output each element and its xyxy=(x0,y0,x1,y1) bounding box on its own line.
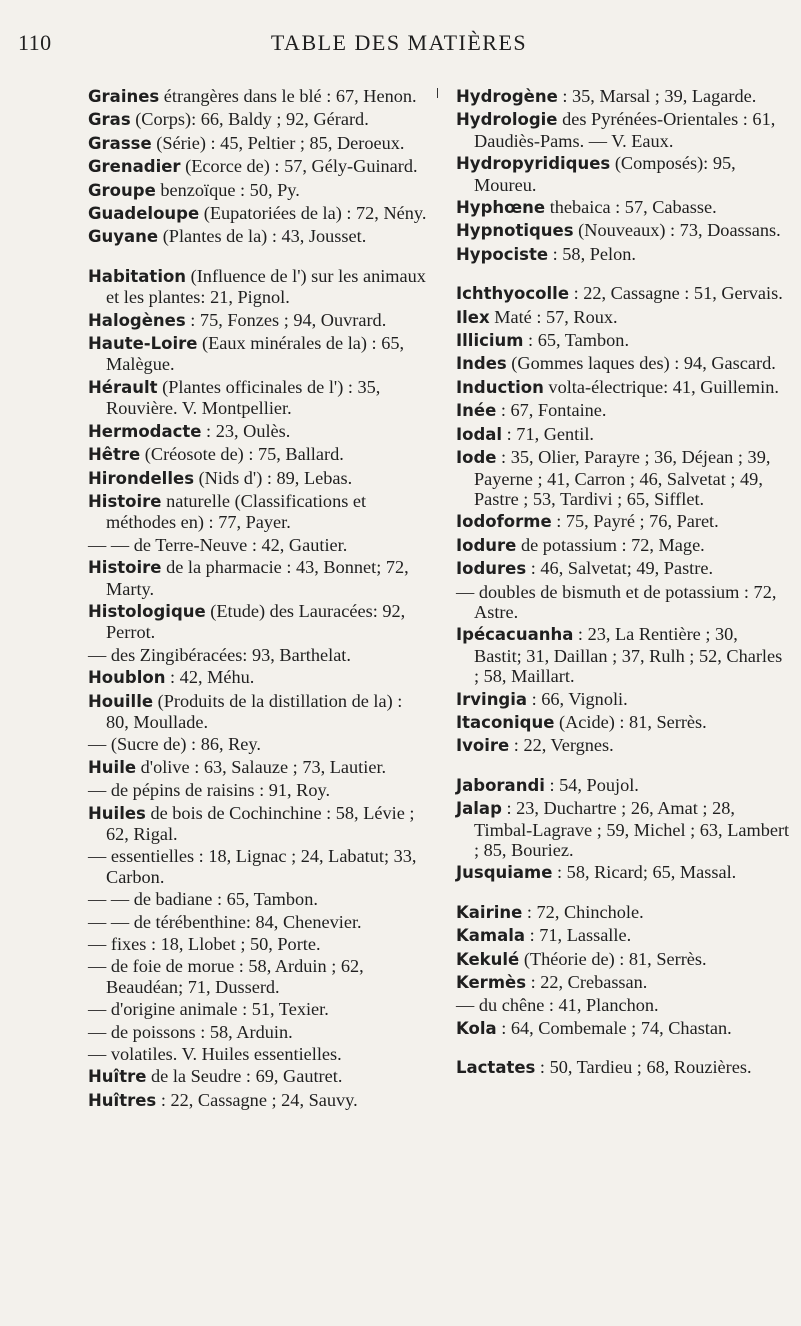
entry-keyword: Habitation xyxy=(88,266,187,286)
index-entry xyxy=(88,956,428,997)
index-entry xyxy=(88,934,428,954)
entry-text: — — de badiane : 65, Tambon. xyxy=(88,889,318,910)
index-entry xyxy=(88,444,428,465)
entry-text: (Plantes de la) : 43, Jousset. xyxy=(158,226,367,247)
entry-keyword: Iodal xyxy=(456,424,503,444)
entry-keyword: Hydrogène xyxy=(456,87,558,106)
index-entry xyxy=(88,156,428,177)
entry-keyword: Histoire xyxy=(88,491,162,511)
index-entry xyxy=(88,468,428,489)
index-entry xyxy=(88,889,428,909)
entry-text: : 71, Lassalle. xyxy=(525,925,632,946)
entry-text: : 64, Combemale ; 74, Chastan. xyxy=(496,1017,732,1038)
index-entry xyxy=(456,775,790,796)
entry-keyword: Jusquiame xyxy=(456,863,553,883)
entry-text: benzoïque : 50, Py. xyxy=(155,179,300,200)
index-entry xyxy=(456,558,790,579)
entry-text: (Eupatoriées de la) : 72, Nény. xyxy=(199,203,427,224)
index-entry xyxy=(456,995,790,1015)
index-entry xyxy=(88,757,428,778)
entry-text: : 54, Poujol. xyxy=(544,774,639,795)
entry-text: de bois de Cochinchine : 58, Lévie ; 62, Rigal. xyxy=(106,802,415,844)
index-entry xyxy=(88,1066,428,1087)
entry-keyword: Indes xyxy=(456,354,507,374)
entry-text: : 22, Cassagne : 51, Gervais. xyxy=(569,283,783,304)
entry-keyword: Haute-Loire xyxy=(88,334,198,354)
index-column-right xyxy=(456,86,790,1081)
entry-text: — (Sucre de) : 86, Rey. xyxy=(88,734,261,755)
entry-text: (Gommes laques des) : 94, Gascard. xyxy=(506,353,776,374)
entry-text: (Corps): 66, Baldy ; 92, Gérard. xyxy=(130,109,369,130)
index-entry xyxy=(456,925,790,946)
entry-text: : 75, Fonzes ; 94, Ouvrard. xyxy=(185,309,387,330)
entry-text: — — de térébenthine: 84, Chenevier. xyxy=(88,911,362,932)
entry-text: — du chêne : 41, Planchon. xyxy=(456,995,659,1016)
index-entry xyxy=(88,803,428,845)
entry-text: (Ecorce de) : 57, Gély-Guinard. xyxy=(180,156,418,177)
entry-text: — d'origine animale : 51, Texier. xyxy=(88,999,329,1020)
index-entry xyxy=(88,557,428,599)
entry-keyword: Iodure xyxy=(456,535,517,555)
entry-text: : 23, Duchartre ; 26, Amat ; 28, Timbal-Lagrave ; 59, Michel ; 63, Lambert ; 85, Bouriez. xyxy=(474,798,790,860)
entry-keyword: Hydropyridiques xyxy=(456,154,611,174)
entry-text: : 35, Marsal ; 39, Lagarde. xyxy=(557,86,757,106)
entry-text: : 71, Gentil. xyxy=(502,423,594,444)
column-divider xyxy=(437,88,438,98)
index-entry xyxy=(456,307,790,328)
entry-text: : 22, Vergnes. xyxy=(509,735,614,756)
entry-keyword: Illicium xyxy=(456,331,524,351)
entry-keyword: Houille xyxy=(88,691,154,711)
entry-text: : 66, Vignoli. xyxy=(527,688,628,709)
index-entry xyxy=(456,377,790,398)
index-entry xyxy=(88,310,428,331)
index-entry xyxy=(88,846,428,887)
index-entry xyxy=(456,197,790,218)
entry-keyword: Hirondelles xyxy=(88,468,195,488)
entry-keyword: Ivoire xyxy=(456,736,510,756)
index-entry xyxy=(456,798,790,860)
entry-text: (Nids d') : 89, Lebas. xyxy=(194,467,353,488)
entry-keyword: Kekulé xyxy=(456,949,520,969)
entry-text: naturelle (Classifications et méthodes en) : 77, Payer. xyxy=(106,490,367,533)
entry-text: — de pépins de raisins : 91, Roy. xyxy=(88,780,331,801)
entry-keyword: Halogènes xyxy=(88,310,186,330)
index-entry xyxy=(88,912,428,932)
index-entry xyxy=(456,862,790,883)
entry-text: (Composés): 95, Moureu. xyxy=(474,153,736,195)
page-header xyxy=(18,30,780,70)
index-entry xyxy=(88,86,428,107)
entry-text: : 22, Crebassan. xyxy=(526,972,648,993)
index-entry xyxy=(456,1018,790,1039)
index-entry xyxy=(88,109,428,130)
entry-text: (Nouveaux) : 73, Doassans. xyxy=(573,220,781,241)
entry-keyword: Ipécacuanha xyxy=(456,625,574,645)
entry-keyword: Hérault xyxy=(88,377,158,397)
entry-keyword: Grasse xyxy=(88,133,152,153)
entry-text: : 58, Ricard; 65, Massal. xyxy=(552,862,737,883)
entry-keyword: Itaconique xyxy=(456,712,555,732)
index-entry xyxy=(456,902,790,923)
index-entry xyxy=(88,645,428,665)
index-entry xyxy=(456,447,790,509)
index-entry xyxy=(456,400,790,421)
index-entry xyxy=(456,153,790,195)
entry-text: : 46, Salvetat; 49, Pastre. xyxy=(526,558,714,579)
entry-keyword: Kola xyxy=(456,1018,497,1038)
entry-text: : 23, La Rentière ; 30, Bastit; 31, Daillan ; 37, Rulh ; 52, Charles ; 58, Maillart. xyxy=(474,624,783,687)
entry-keyword: Hypociste xyxy=(456,244,549,264)
index-entry xyxy=(456,949,790,970)
index-entry xyxy=(456,220,790,241)
entry-text: : 65, Tambon. xyxy=(523,330,630,351)
entry-keyword: Histologique xyxy=(88,601,206,621)
index-entry xyxy=(88,1044,428,1064)
index-entry xyxy=(88,333,428,375)
index-entry xyxy=(456,582,790,623)
entry-keyword: Histoire xyxy=(88,558,162,578)
entry-text: (Eaux minérales de la) : 65, Malègue. xyxy=(106,333,405,375)
entry-text: thebaica : 57, Cabasse. xyxy=(545,197,717,218)
entry-text: (Influence de l') sur les animaux et les plantes: 21, Pignol. xyxy=(106,265,426,308)
entry-keyword: Lactates xyxy=(456,1058,536,1078)
entry-keyword: Huile xyxy=(88,757,137,777)
index-entry xyxy=(456,972,790,993)
index-entry xyxy=(456,283,790,304)
index-entry xyxy=(88,734,428,754)
index-entry xyxy=(88,691,428,733)
index-entry xyxy=(88,1022,428,1042)
entry-text: — de foie de morue : 58, Arduin ; 62, Beaudéan; 71, Dusserd. xyxy=(88,956,364,997)
entry-text: volta-électrique: 41, Guillemin. xyxy=(543,376,779,397)
entry-text: : 42, Méhu. xyxy=(165,667,255,688)
entry-keyword: Hypnotiques xyxy=(456,221,574,241)
entry-keyword: Kamala xyxy=(456,926,526,946)
entry-text: : 72, Chinchole. xyxy=(522,901,644,922)
index-entry xyxy=(456,735,790,756)
entry-text: (Acide) : 81, Serrès. xyxy=(554,711,707,732)
index-entry xyxy=(456,330,790,351)
index-entry xyxy=(456,535,790,556)
entry-text: (Plantes officinales de l') : 35, Rouvière. V. Montpellier. xyxy=(106,376,381,419)
entry-keyword: Groupe xyxy=(88,180,156,200)
index-entry xyxy=(456,424,790,445)
entry-keyword: Iodures xyxy=(456,559,527,579)
entry-text: : 35, Olier, Parayre ; 36, Déjean ; 39, Payerne ; 41, Carron ; 46, Salvetat ; 49, Pastre ; 53, Tardivi ; 65, Sifflet. xyxy=(474,447,771,509)
entry-text: : 22, Cassagne ; 24, Sauvy. xyxy=(156,1089,358,1110)
entry-text: — doubles de bismuth et de potassium : 72, Astre. xyxy=(456,581,777,622)
entry-keyword: Gras xyxy=(88,110,131,130)
entry-keyword: Ichthyocolle xyxy=(456,284,570,304)
entry-keyword: Jaborandi xyxy=(456,775,545,795)
entry-text: : 75, Payré ; 76, Paret. xyxy=(551,511,719,532)
entry-keyword: Houblon xyxy=(88,668,166,688)
entry-keyword: Graines xyxy=(88,87,160,106)
index-entry xyxy=(88,266,428,308)
index-entry xyxy=(456,86,790,107)
entry-text: (Théorie de) : 81, Serrès. xyxy=(519,948,707,969)
entry-text: — de poissons : 58, Arduin. xyxy=(88,1021,293,1042)
entry-keyword: Iodoforme xyxy=(456,512,552,532)
index-entry xyxy=(88,491,428,533)
index-entry xyxy=(88,180,428,201)
entry-keyword: Huîtres xyxy=(88,1090,157,1110)
entry-text: étrangères dans le blé : 67, Henon. xyxy=(159,86,417,106)
index-entry xyxy=(456,109,790,151)
index-entry xyxy=(456,244,790,265)
entry-text: d'olive : 63, Salauze ; 73, Lautier. xyxy=(136,756,387,777)
entry-text: : 67, Fontaine. xyxy=(496,400,607,421)
index-entry xyxy=(88,203,428,224)
entry-text: — — de Terre-Neuve : 42, Gautier. xyxy=(88,534,348,555)
index-entry xyxy=(456,689,790,710)
entry-text: : 23, Oulès. xyxy=(201,420,291,441)
index-entry xyxy=(88,667,428,688)
entry-text: de la pharmacie : 43, Bonnet; 72, Marty. xyxy=(106,557,409,599)
index-entry xyxy=(456,511,790,532)
entry-keyword: Iode xyxy=(456,448,497,468)
entry-keyword: Huître xyxy=(88,1067,147,1087)
index-entry xyxy=(88,1090,428,1111)
entry-keyword: Induction xyxy=(456,377,544,397)
entry-text: — fixes : 18, Llobet ; 50, Porte. xyxy=(88,934,321,955)
index-entry xyxy=(456,712,790,733)
page-number: 110 xyxy=(18,30,52,55)
entry-text: de potassium : 72, Mage. xyxy=(516,534,705,555)
index-entry xyxy=(88,133,428,154)
entry-text: de la Seudre : 69, Gautret. xyxy=(146,1066,343,1087)
index-entry xyxy=(88,421,428,442)
entry-keyword: Grenadier xyxy=(88,157,181,177)
entry-keyword: Hermodacte xyxy=(88,421,202,441)
entry-keyword: Hêtre xyxy=(88,445,141,465)
running-title: TABLE DES MATIÈRES xyxy=(270,30,528,55)
index-entry xyxy=(456,353,790,374)
entry-keyword: Inée xyxy=(456,401,497,421)
index-entry xyxy=(88,999,428,1019)
entry-keyword: Irvingia xyxy=(456,689,528,709)
entry-keyword: Huiles xyxy=(88,803,146,823)
index-entry xyxy=(456,624,790,686)
entry-keyword: Jalap xyxy=(456,799,502,819)
entry-keyword: Guadeloupe xyxy=(88,204,200,224)
entry-keyword: Kairine xyxy=(456,902,523,922)
entry-text: Maté : 57, Roux. xyxy=(489,306,618,327)
index-entry xyxy=(88,377,428,419)
index-column-left xyxy=(88,86,428,1113)
entry-keyword: Kermès xyxy=(456,973,527,993)
entry-text: des Pyrénées-Orientales : 61, Daudiès-Pams. — V. Eaux. xyxy=(474,109,776,151)
entry-text: — essentielles : 18, Lignac ; 24, Labatut; 33, Carbon. xyxy=(88,846,417,887)
index-entry xyxy=(88,780,428,800)
index-entry xyxy=(456,1057,790,1078)
entry-text: (Etude) des Lauracées: 92, Perrot. xyxy=(106,600,406,643)
entry-keyword: Guyane xyxy=(88,227,159,247)
entry-text: — des Zingibéracées: 93, Barthelat. xyxy=(88,644,351,665)
index-entry xyxy=(88,601,428,643)
entry-text: (Produits de la distillation de la) : 80, Moullade. xyxy=(106,690,403,732)
entry-text: (Créosote de) : 75, Ballard. xyxy=(140,444,344,465)
entry-text: (Série) : 45, Peltier ; 85, Deroeux. xyxy=(151,132,405,153)
entry-text: : 58, Pelon. xyxy=(548,243,636,264)
entry-keyword: Hyphœne xyxy=(456,198,546,218)
index-entry xyxy=(88,226,428,247)
entry-keyword: Hydrologie xyxy=(456,110,558,130)
entry-text: — volatiles. V. Huiles essentielles. xyxy=(88,1044,342,1065)
index-entry xyxy=(88,535,428,555)
entry-keyword: Ilex xyxy=(456,307,490,327)
entry-text: : 50, Tardieu ; 68, Rouzières. xyxy=(535,1057,752,1078)
